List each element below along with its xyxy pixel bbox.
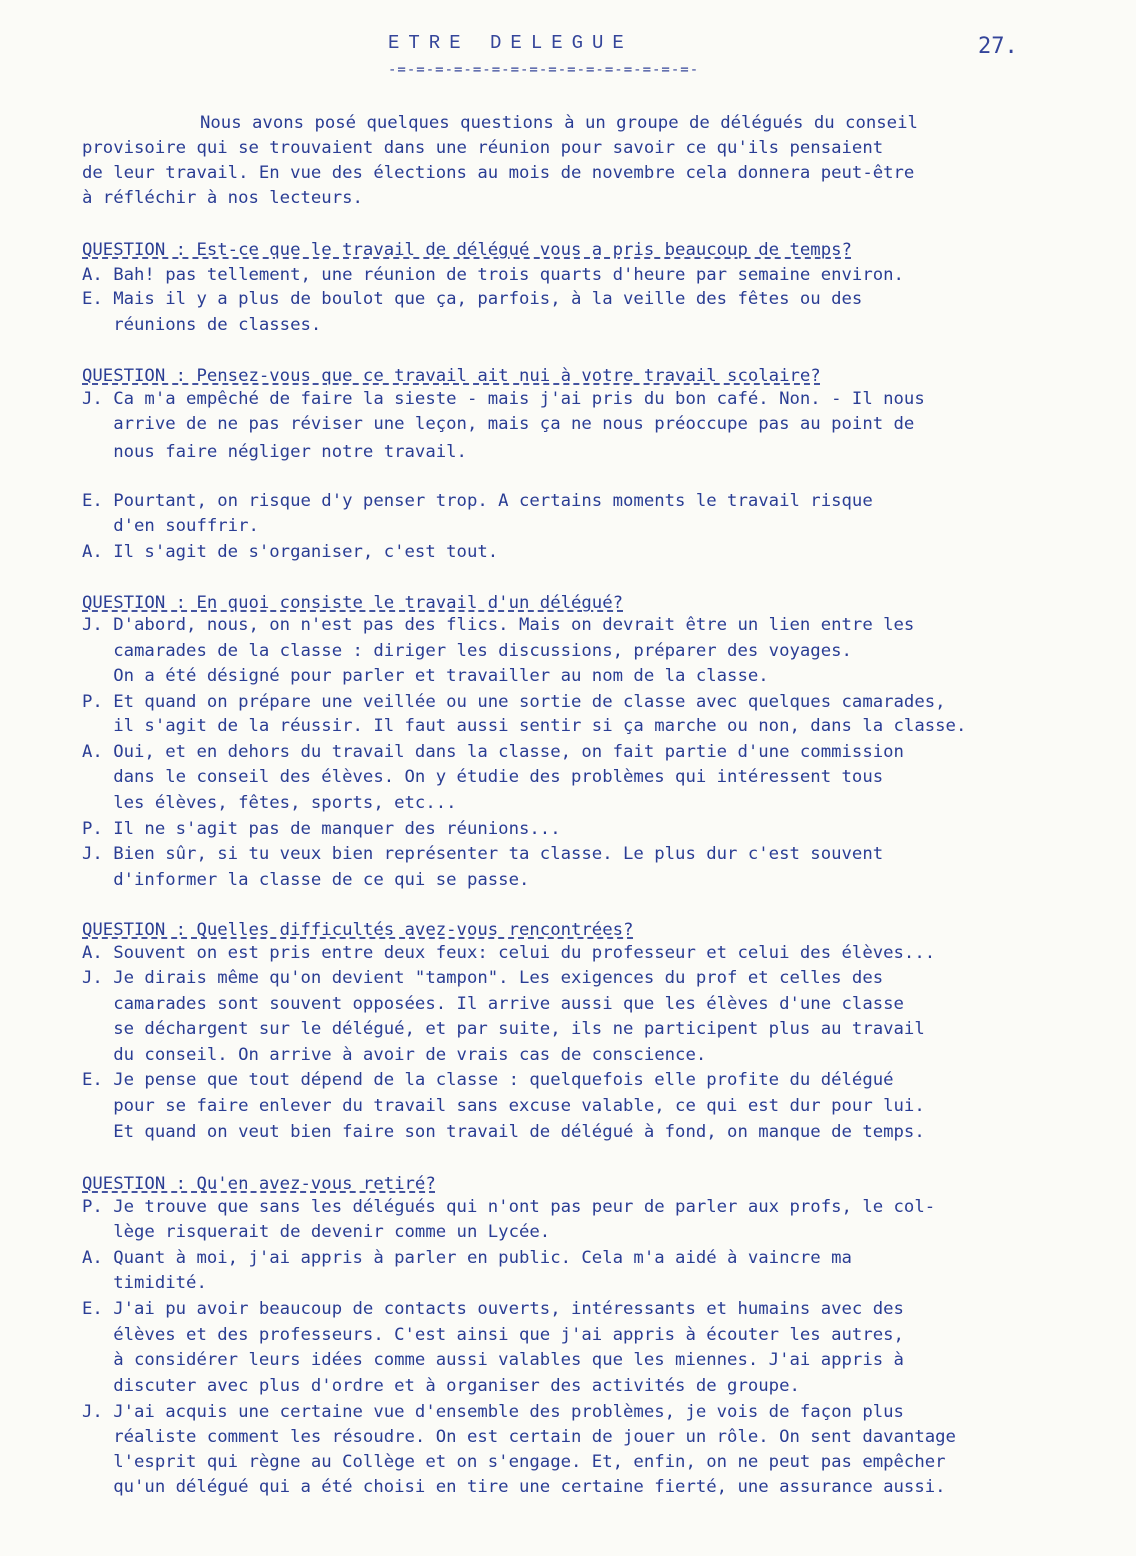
- answer-line: Et quand on veut bien faire son travail de délégué à fond, on manque de temps.: [82, 1122, 925, 1142]
- title-underline: -=-=-=-=-=-=-=-=-=-=-=-=-=-=-=-=-: [388, 62, 700, 78]
- answer-line: P. Je trouve que sans les délégués qui n'ont pas peur de parler aux profs, le col-: [82, 1197, 936, 1217]
- answer-line: J. D'abord, nous, on n'est pas des flics. Mais on devrait être un lien entre les: [82, 615, 915, 635]
- answer-line: E. Pourtant, on risque d'y penser trop. A certains moments le travail risque: [82, 491, 873, 511]
- answer-line: nous faire négliger notre travail.: [82, 442, 467, 462]
- answer-line: l'esprit qui règne au Collège et on s'engage. Et, enfin, on ne peut pas empêcher: [82, 1452, 946, 1472]
- intro-line: Nous avons posé quelques questions à un groupe de délégués du conseil: [200, 113, 918, 133]
- answer-line: arrive de ne pas réviser une leçon, mais ça ne nous préoccupe pas au point de: [82, 414, 915, 434]
- answer-line: il s'agit de la réussir. Il faut aussi sentir si ça marche ou non, dans la classe.: [82, 716, 967, 736]
- answer-line: A. Quant à moi, j'ai appris à parler en public. Cela m'a aidé à vaincre ma: [82, 1248, 852, 1268]
- answer-line: à considérer leurs idées comme aussi valables que les miennes. J'ai appris à: [82, 1350, 904, 1370]
- answer-line: camarades sont souvent opposées. Il arrive aussi que les élèves d'une classe: [82, 994, 904, 1014]
- answer-line: A. Bah! pas tellement, une réunion de trois quarts d'heure par semaine environ.: [82, 265, 904, 285]
- answer-line: les élèves, fêtes, sports, etc...: [82, 793, 457, 813]
- answer-line: A. Souvent on est pris entre deux feux: celui du professeur et celui des élèves...: [82, 943, 936, 963]
- answer-line: lège risquerait de devenir comme un Lycée.: [82, 1222, 551, 1242]
- answer-line: d'en souffrir.: [82, 516, 259, 536]
- answer-line: réunions de classes.: [82, 315, 322, 335]
- answer-line: discuter avec plus d'ordre et à organiser des activités de groupe.: [82, 1376, 800, 1396]
- intro-line: à réfléchir à nos lecteurs.: [82, 188, 363, 208]
- question-heading: QUESTION : Quelles difficultés avez-vous rencontrées?: [82, 920, 634, 940]
- answer-line: J. Bien sûr, si tu veux bien représenter ta classe. Le plus dur c'est souvent: [82, 844, 884, 864]
- answer-line: J. Je dirais même qu'on devient "tampon". Les exigences du prof et celles des: [82, 968, 884, 988]
- answer-line: dans le conseil des élèves. On y étudie des problèmes qui intéressent tous: [82, 767, 884, 787]
- answer-line: qu'un délégué qui a été choisi en tire une certaine fierté, une assurance aussi.: [82, 1477, 946, 1497]
- answer-line: On a été désigné pour parler et travailler au nom de la classe.: [82, 666, 769, 686]
- answer-line: P. Il ne s'agit pas de manquer des réunions...: [82, 819, 561, 839]
- answer-line: E. Mais il y a plus de boulot que ça, parfois, à la veille des fêtes ou des: [82, 289, 863, 309]
- answer-line: timidité.: [82, 1273, 207, 1293]
- question-heading: QUESTION : Est-ce que le travail de délégué vous a pris beaucoup de temps?: [82, 240, 852, 260]
- answer-line: E. Je pense que tout dépend de la classe : quelquefois elle profite du délégué: [82, 1070, 894, 1090]
- answer-line: élèves et des professeurs. C'est ainsi que j'ai appris à écouter les autres,: [82, 1325, 904, 1345]
- question-heading: QUESTION : En quoi consiste le travail d'un délégué?: [82, 593, 624, 613]
- answer-line: se déchargent sur le délégué, et par suite, ils ne participent plus au travail: [82, 1019, 925, 1039]
- answer-line: E. J'ai pu avoir beaucoup de contacts ouverts, intéressants et humains avec des: [82, 1299, 904, 1319]
- answer-line: A. Oui, et en dehors du travail dans la classe, on fait partie d'une commission: [82, 742, 904, 762]
- page-title: ETRE DELEGUE: [388, 32, 633, 54]
- question-heading: QUESTION : Qu'en avez-vous retiré?: [82, 1174, 436, 1194]
- answer-line: d'informer la classe de ce qui se passe.: [82, 870, 530, 890]
- answer-line: camarades de la classe : diriger les discussions, préparer des voyages.: [82, 641, 852, 661]
- answer-line: du conseil. On arrive à avoir de vrais cas de conscience.: [82, 1045, 707, 1065]
- intro-line: de leur travail. En vue des élections au mois de novembre cela donnera peut-être: [82, 163, 915, 183]
- answer-line: pour se faire enlever du travail sans excuse valable, ce qui est dur pour lui.: [82, 1096, 925, 1116]
- question-heading: QUESTION : Pensez-vous que ce travail ait nui à votre travail scolaire?: [82, 366, 821, 386]
- answer-line: P. Et quand on prépare une veillée ou une sortie de classe avec quelques camarades,: [82, 692, 946, 712]
- answer-line: réaliste comment les résoudre. On est certain de jouer un rôle. On sent davantage: [82, 1427, 956, 1447]
- answer-line: A. Il s'agit de s'organiser, c'est tout.: [82, 542, 499, 562]
- intro-line: provisoire qui se trouvaient dans une réunion pour savoir ce qu'ils pensaient: [82, 138, 884, 158]
- answer-line: J. J'ai acquis une certaine vue d'ensemble des problèmes, je vois de façon plus: [82, 1402, 904, 1422]
- page-number: 27.: [978, 34, 1018, 59]
- answer-line: J. Ca m'a empêché de faire la sieste - mais j'ai pris du bon café. Non. - Il nous: [82, 389, 925, 409]
